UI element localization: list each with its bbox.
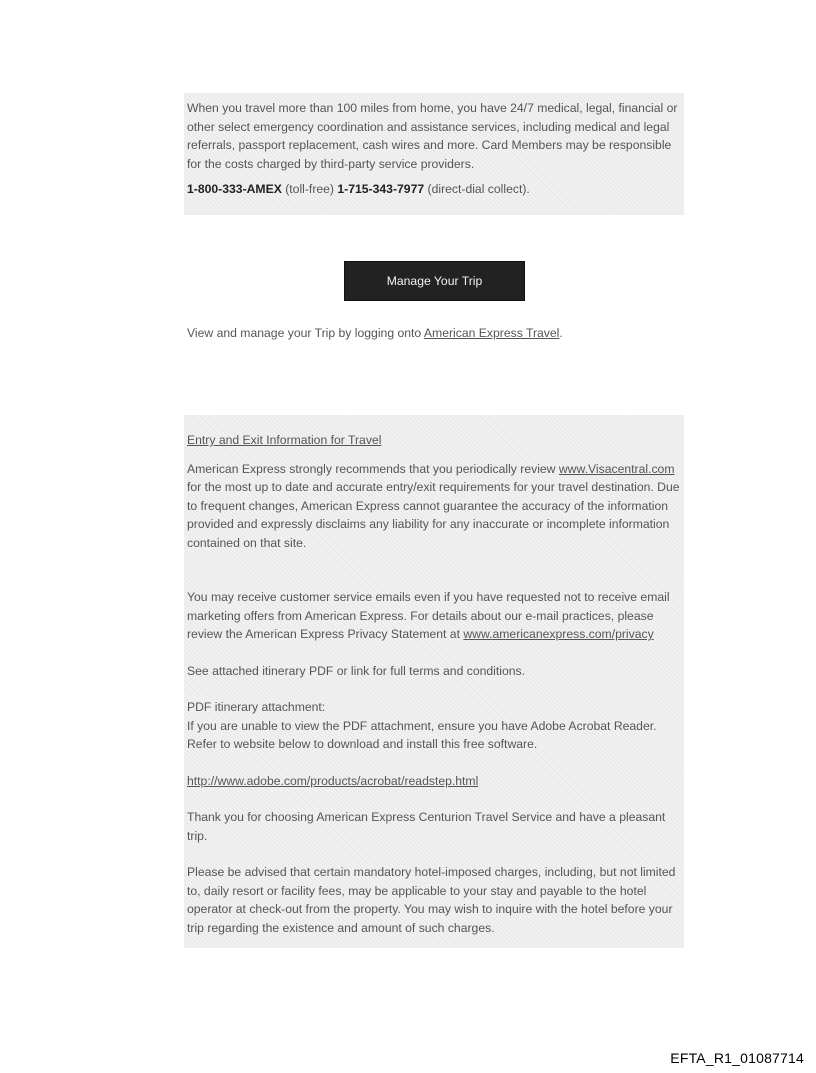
collect-number: 1-715-343-7977 bbox=[337, 182, 425, 196]
tollfree-note: (toll-free) bbox=[285, 182, 334, 196]
pdf-attachment-label: PDF itinerary attachment: bbox=[187, 700, 326, 714]
pdf-attachment-text: If you are unable to view the PDF attachment, ensure you have Adobe Acrobat Reader. Refer to website below to download and install this free software. bbox=[187, 718, 657, 751]
visacentral-text-before: American Express strongly recommends that you periodically review bbox=[187, 461, 559, 476]
entry-exit-info-link[interactable]: Entry and Exit Information for Travel bbox=[187, 433, 382, 447]
manage-trip-text bbox=[187, 324, 687, 343]
privacy-link[interactable]: www.americanexpress.com/privacy bbox=[463, 627, 654, 641]
thank-you-text: Thank you for choosing American Express Centurion Travel Service and have a pleasant trip. bbox=[187, 810, 666, 843]
american-express-travel-link[interactable]: American Express Travel bbox=[423, 326, 560, 340]
manage-text-before: View and manage your Trip by logging onto bbox=[187, 326, 424, 340]
visacentral-paragraph bbox=[187, 460, 681, 553]
assistance-panel bbox=[184, 93, 684, 215]
entry-exit-panel bbox=[184, 415, 684, 948]
manage-your-trip-button[interactable]: Manage Your Trip bbox=[344, 261, 525, 301]
email-practices-text: You may receive customer service emails even if you have requested not to receive email marketing offers from American Express. For details about our e-mail practices, please review the American Express Privacy Statement at bbox=[187, 590, 670, 641]
entry-heading bbox=[187, 431, 681, 450]
itinerary-terms-text: See attached itinerary PDF or link for full terms and conditions. bbox=[187, 663, 526, 678]
adobe-link-paragraph bbox=[187, 772, 681, 791]
collect-note: (direct-dial collect). bbox=[427, 182, 530, 196]
tollfree-number: 1-800-333-AMEX bbox=[187, 182, 282, 196]
pdf-attachment-paragraph bbox=[187, 698, 681, 754]
manage-text-after: . bbox=[559, 326, 563, 340]
phone-numbers bbox=[187, 180, 681, 199]
adobe-reader-link[interactable]: http://www.adobe.com/products/acrobat/readstep.html bbox=[187, 773, 479, 788]
document-id: EFTA_R1_01087714 bbox=[670, 1050, 804, 1066]
assistance-text: When you travel more than 100 miles from home, you have 24/7 medical, legal, financial or other select emergency coordination and assistance services, including medical and legal referrals, passport replacement, cash wires and more. Card Members may be responsible for the costs charged by third-party service providers. bbox=[187, 101, 678, 171]
hotel-charges-text: Please be advised that certain mandatory hotel-imposed charges, including, but not limited to, daily resort or facility fees, may be applicable to your stay and payable to the hotel operator at check-out from the property. You may wish to inquire with the hotel before your trip regarding the existence and amount of such charges. bbox=[187, 865, 676, 935]
email-practices-paragraph bbox=[187, 588, 681, 644]
visacentral-link[interactable]: www.Visacentral.com bbox=[558, 461, 675, 476]
visacentral-text-after: for the most up to date and accurate entry/exit requirements for your travel destination. Due to frequent changes, American Express cannot guarantee the accuracy of the information provided and expressly disclaims any liability for any inaccurate or incomplete information contained on that site. bbox=[187, 480, 680, 550]
